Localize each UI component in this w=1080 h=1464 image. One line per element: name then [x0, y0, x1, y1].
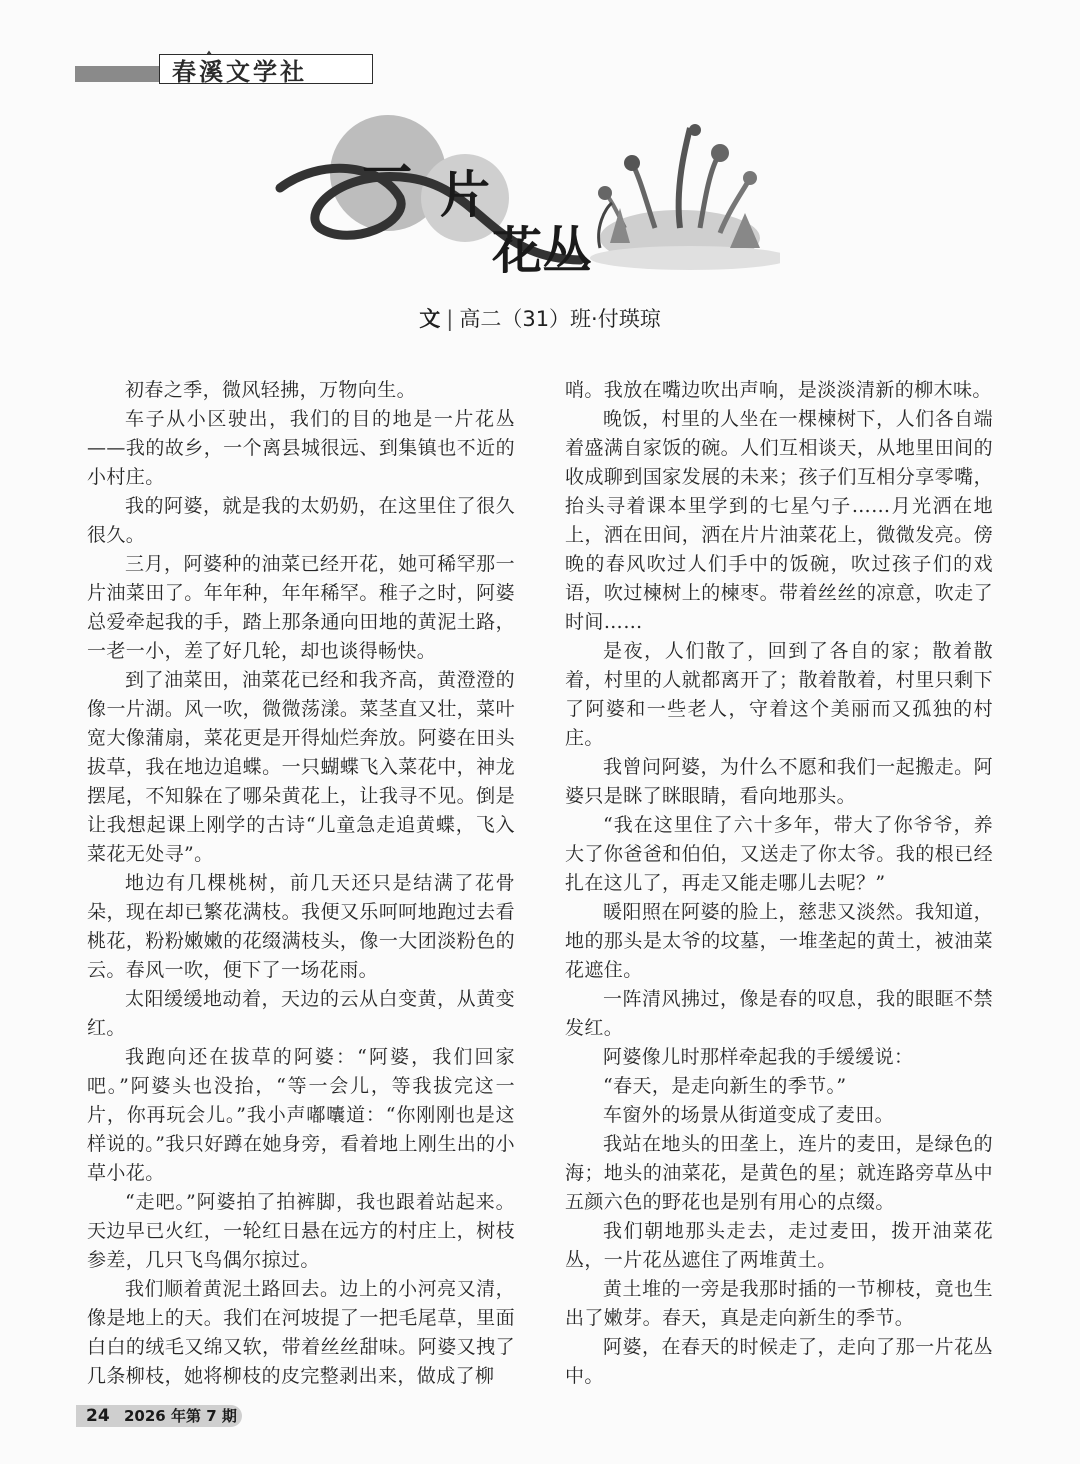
paragraph: “走吧。”阿婆拍了拍裤脚，我也跟着站起来。天边早已火红，一轮红日悬在远方的村庄上，树枝参差，几只飞鸟偶尔掠过。 [87, 1191, 515, 1271]
paragraph: 车子从小区驶出，我们的目的地是一片花丛——我的故乡，一个离县城很远、到集镇也不近的小村庄。 [87, 408, 515, 488]
title-art [260, 108, 780, 308]
paragraph: 黄土堆的一旁是我那时插的一节柳枝，竟也生出了嫩芽。春天，真是走向新生的季节。 [565, 1278, 993, 1329]
byline-prefix: 文 [419, 307, 441, 331]
paragraph: 太阳缓缓地动着，天边的云从白变黄，从黄变红。 [87, 988, 515, 1039]
paragraph: 一阵清风拂过，像是春的叹息，我的眼眶不禁发红。 [565, 988, 993, 1039]
paragraph: 阿婆，在春天的时候走了，走向了那一片花丛中。 [565, 1336, 993, 1387]
paragraph: 我们顺着黄泥土路回去。边上的小河亮又清，像是地上的天。我们在河坡提了一把毛尾草，里面白白的绒毛又绵又软，带着丝丝甜味。阿婆又拽了几条柳枝，她将柳枝的皮完整剥出来，做成了柳 [87, 1278, 515, 1387]
paragraph: 三月，阿婆种的油菜已经开花，她可稀罕那一片油菜田了。年年种，年年稀罕。稚子之时，阿婆总爱牵起我的手，踏上那条通向田地的黄泥土路，一老一小，差了好几轮，却也谈得畅快。 [87, 553, 515, 662]
title-char-3: 花丛 [492, 222, 592, 280]
paragraph: 是夜，人们散了，回到了各自的家；散着散着，村里的人就都离开了；散着散着，村里只剩下了阿婆和一些老人，守着这个美丽而又孤独的村庄。 [565, 640, 993, 749]
paragraph: 我跑向还在拔草的阿婆：“阿婆，我们回家吧。”阿婆头也没抬，“等一会儿，等我拔完这一片，你再玩会儿。”我小声嘟囔道：“你刚刚也是这样说的。”我只好蹲在她身旁，看着地上刚生出的小草小花。 [87, 1046, 515, 1184]
paragraph: 晚饭，村里的人坐在一棵楝树下，人们各自端着盛满自家饭的碗。人们互相谈天，从地里田间的收成聊到国家发展的未来；孩子们互相分享零嘴，抬头寻着课本里学到的七星勺子……月光洒在地上，洒在田间，洒在片片油菜花上，微微发亮。傍晚的春风吹过人们手中的饭碗，吹过孩子们的戏语，吹过楝树上的楝枣。带着丝丝的凉意，吹走了时间…… [565, 408, 993, 633]
byline [0, 303, 1080, 333]
title-char-1: 一 [362, 144, 412, 202]
paragraph: 阿婆像儿时那样牵起我的手缓缓说： [603, 1046, 914, 1068]
page-footer [76, 1405, 246, 1427]
column-name: 春溪文学社 [159, 54, 373, 84]
paragraph: “我在这里住了六十多年，带大了你爷爷，养大了你爸爸和伯伯，又送走了你太爷。我的根已经扎在这儿了，再走又能走哪儿去呢？” [565, 814, 993, 894]
paragraph: 我站在地头的田垄上，连片的麦田，是绿色的海；地头的油菜花，是黄色的星；就连路旁草丛中五颜六色的野花也是别有用心的点缀。 [565, 1133, 993, 1213]
title-char-2: 片 [440, 166, 490, 224]
paragraph: 地边有几棵桃树，前几天还只是结满了花骨朵，现在却已繁花满枝。我便又乐呵呵地跑过去看桃花，粉粉嫩嫩的花缀满枝头，像一大团淡粉色的云。春风一吹，便下了一场花雨。 [87, 872, 515, 981]
page-number: 24 [86, 1406, 110, 1426]
column-header-tag [75, 48, 305, 96]
paragraph: 我的阿婆，就是我的太奶奶，在这里住了很久很久。 [87, 495, 515, 546]
paragraph: 我曾问阿婆，为什么不愿和我们一起搬走。阿婆只是眯了眯眼睛，看向地那头。 [565, 756, 993, 807]
paragraph: 初春之季，微风轻拂，万物向生。 [125, 379, 417, 401]
paragraph: 车窗外的场景从街道变成了麦田。 [603, 1104, 895, 1126]
right-column [565, 376, 993, 1391]
paragraph: 到了油菜田，油菜花已经和我齐高，黄澄澄的像一片湖。风一吹，微微荡漾。菜茎直又壮，菜叶宽大像蒲扇，菜花更是开得灿烂奔放。阿婆在田头拔草，我在地边追蝶。一只蝴蝶飞入菜花中，神龙摆尾，不知躲在了哪朵黄花上，让我寻不见。倒是让我想起课上刚学的古诗“儿童急走追黄蝶，飞入菜花无处寻”。 [87, 669, 515, 865]
paragraph: “春天，是走向新生的季节。” [603, 1075, 847, 1097]
paragraph-continued: 哨。我放在嘴边吹出声响，是淡淡清新的柳木味。 [565, 379, 992, 401]
byline-separator: | [446, 307, 454, 331]
byline-author: 高二（31）班·付瑛琼 [459, 307, 661, 331]
paragraph: 暖阳照在阿婆的脸上，慈悲又淡然。我知道，地的那头是太爷的坟墓，一堆垄起的黄土，被油菜花遮住。 [565, 901, 993, 981]
left-column [87, 376, 515, 1391]
paragraph: 我们朝地那头走去，走过麦田，拨开油菜花丛，一片花丛遮住了两堆黄土。 [565, 1220, 993, 1271]
issue-label: 2026 年第 7 期 [124, 1407, 237, 1425]
